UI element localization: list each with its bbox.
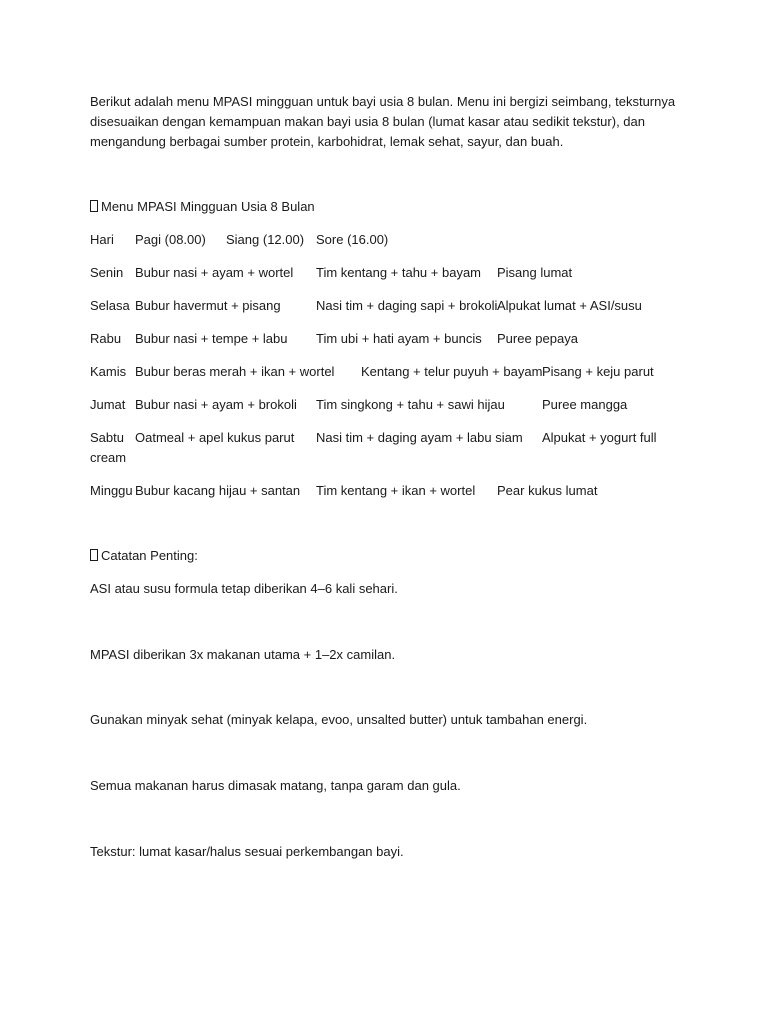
row-noon: Nasi tim + daging sapi + brokoli bbox=[316, 298, 498, 313]
row-day: Senin bbox=[90, 265, 124, 280]
row-day: Rabu bbox=[90, 331, 122, 346]
row-noon: Tim kentang + ikan + wortel bbox=[316, 483, 476, 498]
document-page bbox=[90, 92, 690, 859]
row-noon: Kentang + telur puyuh + bayam bbox=[361, 364, 543, 379]
row-noon: Tim singkong + tahu + sawi hijau bbox=[316, 397, 505, 412]
row-evening: Puree pepaya bbox=[497, 331, 578, 346]
row-evening: Alpukat + yogurt full bbox=[542, 430, 657, 445]
notes-title bbox=[90, 548, 198, 563]
row-morning: Bubur havermut + pisang bbox=[135, 298, 281, 313]
row-morning: Bubur nasi + ayam + wortel bbox=[135, 265, 294, 280]
row-evening: Puree mangga bbox=[542, 397, 628, 412]
row-morning: Oatmeal + apel kukus parut bbox=[135, 430, 295, 445]
notes-title-text: Catatan Penting: bbox=[101, 548, 198, 563]
note-icon bbox=[90, 549, 98, 561]
row-evening: Alpukat lumat + ASI/susu bbox=[497, 298, 642, 313]
row-noon: Tim ubi + hati ayam + buncis bbox=[316, 331, 482, 346]
row-morning: Bubur kacang hijau + santan bbox=[135, 483, 301, 498]
header-day: Hari bbox=[90, 232, 114, 247]
row-evening: Pear kukus lumat bbox=[497, 483, 598, 498]
row-evening: Pisang + keju parut bbox=[542, 364, 654, 379]
row-day: Jumat bbox=[90, 397, 126, 412]
row-morning: Bubur beras merah + ikan + wortel bbox=[135, 364, 335, 379]
menu-title-text: Menu MPASI Mingguan Usia 8 Bulan bbox=[101, 199, 315, 214]
row-noon: Nasi tim + daging ayam + labu siam bbox=[316, 430, 523, 445]
header-morning: Pagi (08.00) bbox=[135, 232, 206, 247]
header-noon: Siang (12.00) bbox=[226, 232, 305, 247]
intro-paragraph: Berikut adalah menu MPASI mingguan untuk bayi usia 8 bulan. Menu ini bergizi seimbang, teksturnya disesuaikan dengan kemampuan makan bayi usia 8 bulan (lumat kasar atau sedikit tekstur), dan mengandung berbagai sumber protein, karbohidrat, lemak sehat, sayur, dan buah. bbox=[90, 94, 676, 149]
row-morning: Bubur nasi + tempe + labu bbox=[135, 331, 288, 346]
header-evening: Sore (16.00) bbox=[316, 232, 389, 247]
calendar-icon bbox=[90, 200, 98, 212]
note-item: Tekstur: lumat kasar/halus sesuai perkembangan bayi. bbox=[90, 844, 404, 859]
row-day: Minggu bbox=[90, 483, 133, 498]
row-evening: Pisang lumat bbox=[497, 265, 573, 280]
row-day: Selasa bbox=[90, 298, 130, 313]
row-evening-continued: cream bbox=[90, 450, 127, 465]
note-item: Semua makanan harus dimasak matang, tanpa garam dan gula. bbox=[90, 778, 461, 793]
note-item: MPASI diberikan 3x makanan utama + 1–2x camilan. bbox=[90, 647, 396, 662]
row-day: Kamis bbox=[90, 364, 127, 379]
note-item: ASI atau susu formula tetap diberikan 4–6 kali sehari. bbox=[90, 581, 398, 596]
row-morning: Bubur nasi + ayam + brokoli bbox=[135, 397, 297, 412]
row-noon: Tim kentang + tahu + bayam bbox=[316, 265, 482, 280]
note-item: Gunakan minyak sehat (minyak kelapa, evoo, unsalted butter) untuk tambahan energi. bbox=[90, 712, 588, 727]
row-day: Sabtu bbox=[90, 430, 124, 445]
menu-title bbox=[90, 199, 315, 214]
